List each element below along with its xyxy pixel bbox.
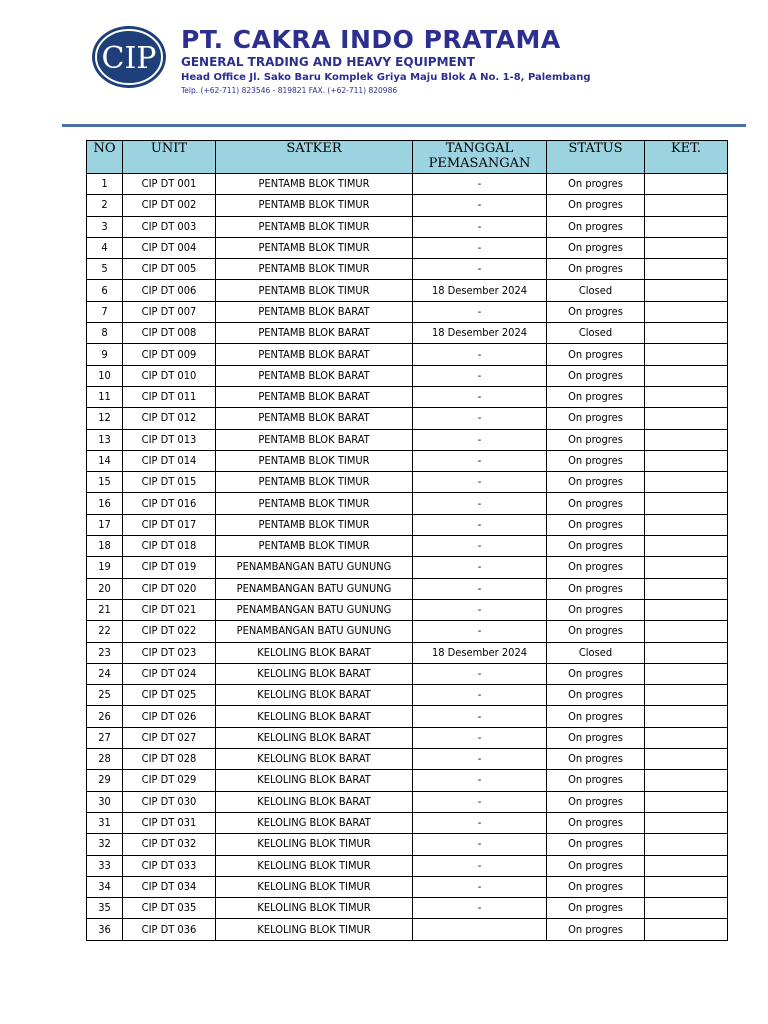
table-header-row [87,141,728,174]
table-row [87,557,728,578]
cell-satker: PENTAMB BLOK TIMUR [216,514,413,535]
cell-no: 16 [87,493,123,514]
cell-status: On progres [547,514,645,535]
cell-satker: PENTAMB BLOK BARAT [216,429,413,450]
column-header-status: STATUS [547,141,645,174]
company-logo [91,25,167,89]
table-row [87,578,728,599]
cell-status: On progres [547,536,645,557]
cell-status: On progres [547,621,645,642]
cell-tanggal: - [413,237,547,258]
cell-satker: KELOLING BLOK BARAT [216,685,413,706]
cell-status: Closed [547,280,645,301]
cell-satker: PENTAMB BLOK TIMUR [216,536,413,557]
cell-ket [645,898,728,919]
table-row [87,727,728,748]
cell-satker: PENTAMB BLOK BARAT [216,386,413,407]
cell-unit: CIP DT 030 [123,791,216,812]
table-row [87,429,728,450]
cell-tanggal: - [413,727,547,748]
cell-tanggal [413,919,547,940]
cell-tanggal: - [413,791,547,812]
cell-tanggal: - [413,493,547,514]
cell-ket [645,663,728,684]
cell-unit: CIP DT 016 [123,493,216,514]
table-row [87,621,728,642]
cell-ket [645,386,728,407]
cell-satker: KELOLING BLOK TIMUR [216,876,413,897]
unit-status-table [86,140,728,941]
cell-unit: CIP DT 007 [123,301,216,322]
cell-ket [645,621,728,642]
cell-tanggal: - [413,898,547,919]
cell-unit: CIP DT 028 [123,749,216,770]
cell-satker: PENTAMB BLOK BARAT [216,365,413,386]
cell-no: 36 [87,919,123,940]
table-row [87,536,728,557]
cell-unit: CIP DT 019 [123,557,216,578]
table-row [87,663,728,684]
cell-tanggal: - [413,174,547,195]
cell-unit: CIP DT 020 [123,578,216,599]
cell-no: 17 [87,514,123,535]
cell-no: 31 [87,812,123,833]
cell-tanggal: - [413,216,547,237]
cell-no: 34 [87,876,123,897]
cell-no: 32 [87,834,123,855]
cell-status: On progres [547,386,645,407]
cell-satker: PENAMBANGAN BATU GUNUNG [216,578,413,599]
cell-unit: CIP DT 034 [123,876,216,897]
table-row [87,685,728,706]
cell-ket [645,919,728,940]
cell-ket [645,365,728,386]
cell-tanggal: - [413,429,547,450]
cell-tanggal: - [413,536,547,557]
cell-no: 3 [87,216,123,237]
cell-unit: CIP DT 013 [123,429,216,450]
cell-satker: KELOLING BLOK TIMUR [216,855,413,876]
cell-no: 24 [87,663,123,684]
cell-no: 11 [87,386,123,407]
cell-ket [645,323,728,344]
cell-no: 13 [87,429,123,450]
cell-satker: PENTAMB BLOK BARAT [216,323,413,344]
cell-tanggal: - [413,301,547,322]
cell-ket [645,174,728,195]
cell-tanggal: - [413,386,547,407]
cell-unit: CIP DT 008 [123,323,216,344]
cell-ket [645,812,728,833]
cell-tanggal: - [413,685,547,706]
cell-ket [645,259,728,280]
cell-status: On progres [547,578,645,599]
table-row [87,472,728,493]
company-address: Head Office Jl. Sako Baru Komplek Griya Maju Blok A No. 1-8, Palembang [181,72,591,83]
cell-ket [645,557,728,578]
cell-ket [645,514,728,535]
cell-unit: CIP DT 006 [123,280,216,301]
table-row [87,514,728,535]
cell-status: On progres [547,834,645,855]
cell-unit: CIP DT 032 [123,834,216,855]
cell-unit: CIP DT 010 [123,365,216,386]
cell-ket [645,301,728,322]
cell-status: On progres [547,812,645,833]
cell-tanggal: - [413,259,547,280]
cell-tanggal: - [413,599,547,620]
cell-no: 14 [87,450,123,471]
cell-ket [645,280,728,301]
cell-satker: PENTAMB BLOK TIMUR [216,280,413,301]
cell-satker: PENTAMB BLOK TIMUR [216,174,413,195]
cell-satker: KELOLING BLOK BARAT [216,791,413,812]
cell-satker: KELOLING BLOK BARAT [216,642,413,663]
cell-no: 7 [87,301,123,322]
table-row [87,237,728,258]
cell-unit: CIP DT 021 [123,599,216,620]
cell-no: 10 [87,365,123,386]
cell-no: 5 [87,259,123,280]
cell-ket [645,749,728,770]
cell-no: 23 [87,642,123,663]
cell-unit: CIP DT 023 [123,642,216,663]
cell-status: On progres [547,919,645,940]
cell-satker: KELOLING BLOK BARAT [216,770,413,791]
cell-no: 33 [87,855,123,876]
cell-ket [645,195,728,216]
cell-ket [645,642,728,663]
cell-no: 12 [87,408,123,429]
table-row [87,259,728,280]
cell-satker: KELOLING BLOK BARAT [216,663,413,684]
cell-no: 22 [87,621,123,642]
cell-no: 25 [87,685,123,706]
table-row [87,344,728,365]
cell-status: On progres [547,770,645,791]
cell-status: On progres [547,706,645,727]
cell-unit: CIP DT 012 [123,408,216,429]
cell-status: On progres [547,174,645,195]
table-row [87,834,728,855]
cell-unit: CIP DT 009 [123,344,216,365]
cell-status: On progres [547,259,645,280]
cell-status: On progres [547,557,645,578]
cell-satker: PENTAMB BLOK TIMUR [216,195,413,216]
cell-status: On progres [547,663,645,684]
cell-unit: CIP DT 027 [123,727,216,748]
cell-unit: CIP DT 003 [123,216,216,237]
column-header-unit: UNIT [123,141,216,174]
cell-no: 27 [87,727,123,748]
cell-unit: CIP DT 017 [123,514,216,535]
cell-ket [645,855,728,876]
cell-tanggal: - [413,876,547,897]
table-row [87,450,728,471]
table-row [87,706,728,727]
table-row [87,493,728,514]
cell-no: 9 [87,344,123,365]
cell-satker: KELOLING BLOK TIMUR [216,834,413,855]
cell-tanggal: - [413,195,547,216]
column-header-no: NO [87,141,123,174]
cell-tanggal: - [413,749,547,770]
table-row [87,323,728,344]
cell-ket [645,237,728,258]
cell-no: 4 [87,237,123,258]
cell-ket [645,876,728,897]
cell-unit: CIP DT 033 [123,855,216,876]
cell-status: On progres [547,599,645,620]
cell-satker: KELOLING BLOK BARAT [216,812,413,833]
cell-unit: CIP DT 011 [123,386,216,407]
cell-status: Closed [547,642,645,663]
cell-satker: KELOLING BLOK TIMUR [216,898,413,919]
company-subtitle: GENERAL TRADING AND HEAVY EQUIPMENT [181,55,475,69]
column-header-satker: SATKER [216,141,413,174]
table-row [87,365,728,386]
cell-satker: KELOLING BLOK BARAT [216,706,413,727]
cell-unit: CIP DT 035 [123,898,216,919]
cell-no: 18 [87,536,123,557]
cell-status: On progres [547,493,645,514]
cell-status: On progres [547,685,645,706]
cell-tanggal: 18 Desember 2024 [413,323,547,344]
table-row [87,301,728,322]
table-row [87,280,728,301]
cell-status: On progres [547,472,645,493]
cell-satker: PENTAMB BLOK BARAT [216,408,413,429]
cell-unit: CIP DT 029 [123,770,216,791]
cell-satker: KELOLING BLOK TIMUR [216,919,413,940]
cell-satker: PENAMBANGAN BATU GUNUNG [216,557,413,578]
company-name: PT. CAKRA INDO PRATAMA [181,25,561,54]
table-row [87,408,728,429]
cell-status: On progres [547,450,645,471]
cell-unit: CIP DT 002 [123,195,216,216]
table-row [87,812,728,833]
table-row [87,876,728,897]
table-row [87,898,728,919]
table-row [87,770,728,791]
cell-ket [645,472,728,493]
cell-unit: CIP DT 005 [123,259,216,280]
table-row [87,174,728,195]
cell-status: On progres [547,237,645,258]
table-row [87,791,728,812]
cell-satker: PENAMBANGAN BATU GUNUNG [216,599,413,620]
cell-unit: CIP DT 036 [123,919,216,940]
cell-status: On progres [547,195,645,216]
cell-status: On progres [547,898,645,919]
cell-satker: PENTAMB BLOK TIMUR [216,450,413,471]
table-row [87,386,728,407]
table-row [87,749,728,770]
cell-no: 35 [87,898,123,919]
cell-status: On progres [547,408,645,429]
cell-unit: CIP DT 026 [123,706,216,727]
cell-status: On progres [547,855,645,876]
logo-text: CIP [101,41,157,76]
cell-unit: CIP DT 015 [123,472,216,493]
cell-status: On progres [547,216,645,237]
cell-unit: CIP DT 031 [123,812,216,833]
cell-tanggal: - [413,834,547,855]
cell-status: On progres [547,791,645,812]
cell-satker: PENTAMB BLOK TIMUR [216,472,413,493]
cell-unit: CIP DT 022 [123,621,216,642]
table-row [87,216,728,237]
table-row [87,919,728,940]
cell-ket [645,344,728,365]
cell-tanggal: - [413,450,547,471]
cell-unit: CIP DT 024 [123,663,216,684]
cell-no: 20 [87,578,123,599]
cell-no: 8 [87,323,123,344]
cell-tanggal: - [413,812,547,833]
cell-tanggal: - [413,472,547,493]
cell-unit: CIP DT 004 [123,237,216,258]
cell-satker: PENTAMB BLOK BARAT [216,301,413,322]
cell-ket [645,216,728,237]
cell-ket [645,685,728,706]
cell-no: 6 [87,280,123,301]
cell-ket [645,599,728,620]
cell-satker: PENTAMB BLOK TIMUR [216,216,413,237]
cell-no: 19 [87,557,123,578]
cell-ket [645,493,728,514]
cell-tanggal: - [413,855,547,876]
cell-status: On progres [547,365,645,386]
cell-no: 30 [87,791,123,812]
cell-tanggal: - [413,706,547,727]
cell-tanggal: - [413,344,547,365]
cell-tanggal: - [413,408,547,429]
cell-status: Closed [547,323,645,344]
cell-tanggal: - [413,365,547,386]
cell-status: On progres [547,429,645,450]
cell-status: On progres [547,344,645,365]
cell-no: 21 [87,599,123,620]
cell-unit: CIP DT 025 [123,685,216,706]
table-row [87,599,728,620]
cell-tanggal: - [413,557,547,578]
cell-tanggal: 18 Desember 2024 [413,642,547,663]
cell-satker: KELOLING BLOK BARAT [216,749,413,770]
cell-no: 26 [87,706,123,727]
cell-tanggal: 18 Desember 2024 [413,280,547,301]
cell-status: On progres [547,876,645,897]
cell-no: 15 [87,472,123,493]
cell-no: 2 [87,195,123,216]
header-divider [62,124,746,127]
cell-tanggal: - [413,770,547,791]
cell-satker: PENTAMB BLOK TIMUR [216,237,413,258]
cell-unit: CIP DT 001 [123,174,216,195]
table-row [87,195,728,216]
cell-ket [645,450,728,471]
cell-ket [645,578,728,599]
cell-ket [645,408,728,429]
cell-satker: KELOLING BLOK BARAT [216,727,413,748]
cell-ket [645,770,728,791]
cell-satker: PENTAMB BLOK TIMUR [216,259,413,280]
cell-no: 28 [87,749,123,770]
cell-ket [645,536,728,557]
cell-status: On progres [547,727,645,748]
cell-status: On progres [547,301,645,322]
cell-tanggal: - [413,621,547,642]
cell-unit: CIP DT 018 [123,536,216,557]
cell-tanggal: - [413,514,547,535]
cell-no: 1 [87,174,123,195]
cell-ket [645,727,728,748]
cell-satker: PENAMBANGAN BATU GUNUNG [216,621,413,642]
company-phone: Telp. (+62-711) 823546 - 819821 FAX. (+62-711) 820986 [181,86,398,95]
cell-no: 29 [87,770,123,791]
cell-ket [645,429,728,450]
cell-satker: PENTAMB BLOK TIMUR [216,493,413,514]
cell-ket [645,706,728,727]
table-row [87,642,728,663]
cell-tanggal: - [413,663,547,684]
column-header-tanggal: TANGGAL PEMASANGAN [413,141,547,174]
cell-ket [645,834,728,855]
cell-unit: CIP DT 014 [123,450,216,471]
column-header-ket: KET. [645,141,728,174]
cell-ket [645,791,728,812]
cell-tanggal: - [413,578,547,599]
cell-status: On progres [547,749,645,770]
cell-satker: PENTAMB BLOK BARAT [216,344,413,365]
table-row [87,855,728,876]
table-body [87,174,728,941]
